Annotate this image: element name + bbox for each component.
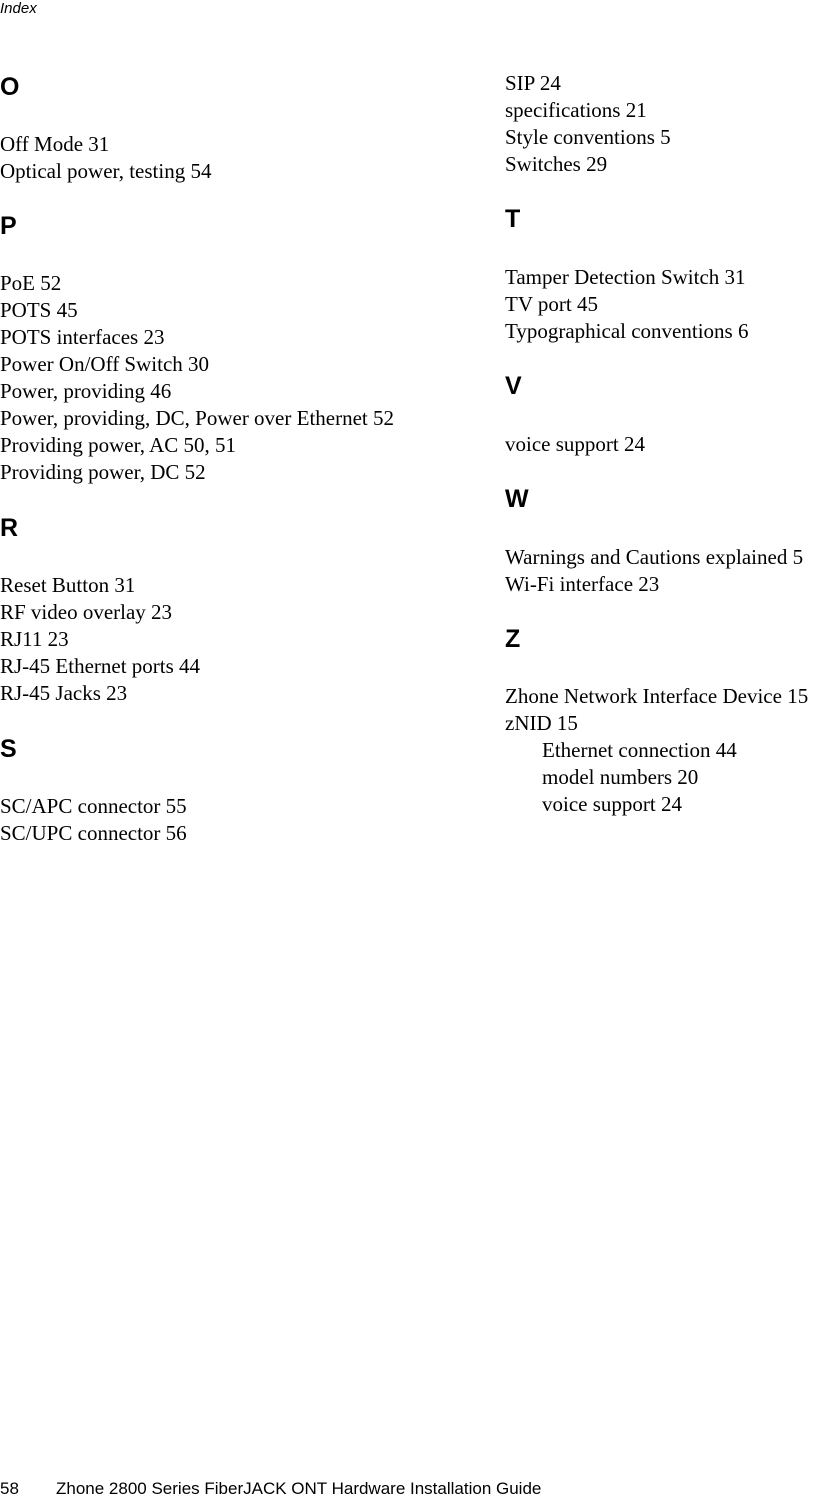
index-entry: Off Mode 31 [0,132,110,156]
running-header: Index [0,0,37,17]
index-entry: Power, providing, DC, Power over Ethernet 52 [0,406,395,430]
index-entry: RJ-45 Jacks 23 [0,681,128,705]
index-entry: SIP 24 [505,71,561,95]
index-subentry: voice support 24 [542,792,682,816]
index-subentry: Ethernet connection 44 [542,738,737,762]
index-letter-w: W [505,485,529,513]
index-entry: SC/UPC connector 56 [0,821,187,845]
page-number: 58 [0,1479,19,1498]
index-entry: Providing power, AC 50, 51 [0,433,236,457]
index-entry: Optical power, testing 54 [0,159,212,183]
index-letter-t: T [505,205,521,233]
page-footer [0,1479,541,1499]
index-entry: Zhone Network Interface Device 15 [505,684,809,708]
index-entry: Power On/Off Switch 30 [0,352,210,376]
index-entry: Power, providing 46 [0,379,172,403]
index-entry: SC/APC connector 55 [0,794,187,818]
index-entry: Switches 29 [505,152,608,176]
index-entry: RJ-45 Ethernet ports 44 [0,654,201,678]
index-letter-v: V [505,372,522,400]
document-title: Zhone 2800 Series FiberJACK ONT Hardware Installation Guide [56,1479,542,1498]
index-letter-z: Z [505,625,521,653]
index-entry: Wi-Fi interface 23 [505,572,660,596]
index-letter-s: S [0,735,17,763]
index-entry: Typographical conventions 6 [505,319,749,343]
index-entry: Warnings and Cautions explained 5 [505,545,804,569]
index-entry: TV port 45 [505,292,598,316]
index-entry: RF video overlay 23 [0,600,173,624]
index-letter-r: R [0,514,19,542]
index-entry: PoE 52 [0,271,62,295]
index-entry: POTS 45 [0,298,78,322]
index-entry: Style conventions 5 [505,125,671,149]
index-subentry: model numbers 20 [542,765,699,789]
index-letter-o: O [0,73,20,101]
index-entry: Reset Button 31 [0,573,136,597]
index-entry: POTS interfaces 23 [0,325,165,349]
index-letter-p: P [0,212,17,240]
index-entry: voice support 24 [505,432,645,456]
index-entry: Tamper Detection Switch 31 [505,265,746,289]
index-entry: RJ11 23 [0,627,69,651]
index-entry: specifications 21 [505,98,647,122]
index-entry: zNID 15 [505,711,578,735]
index-entry: Providing power, DC 52 [0,460,206,484]
